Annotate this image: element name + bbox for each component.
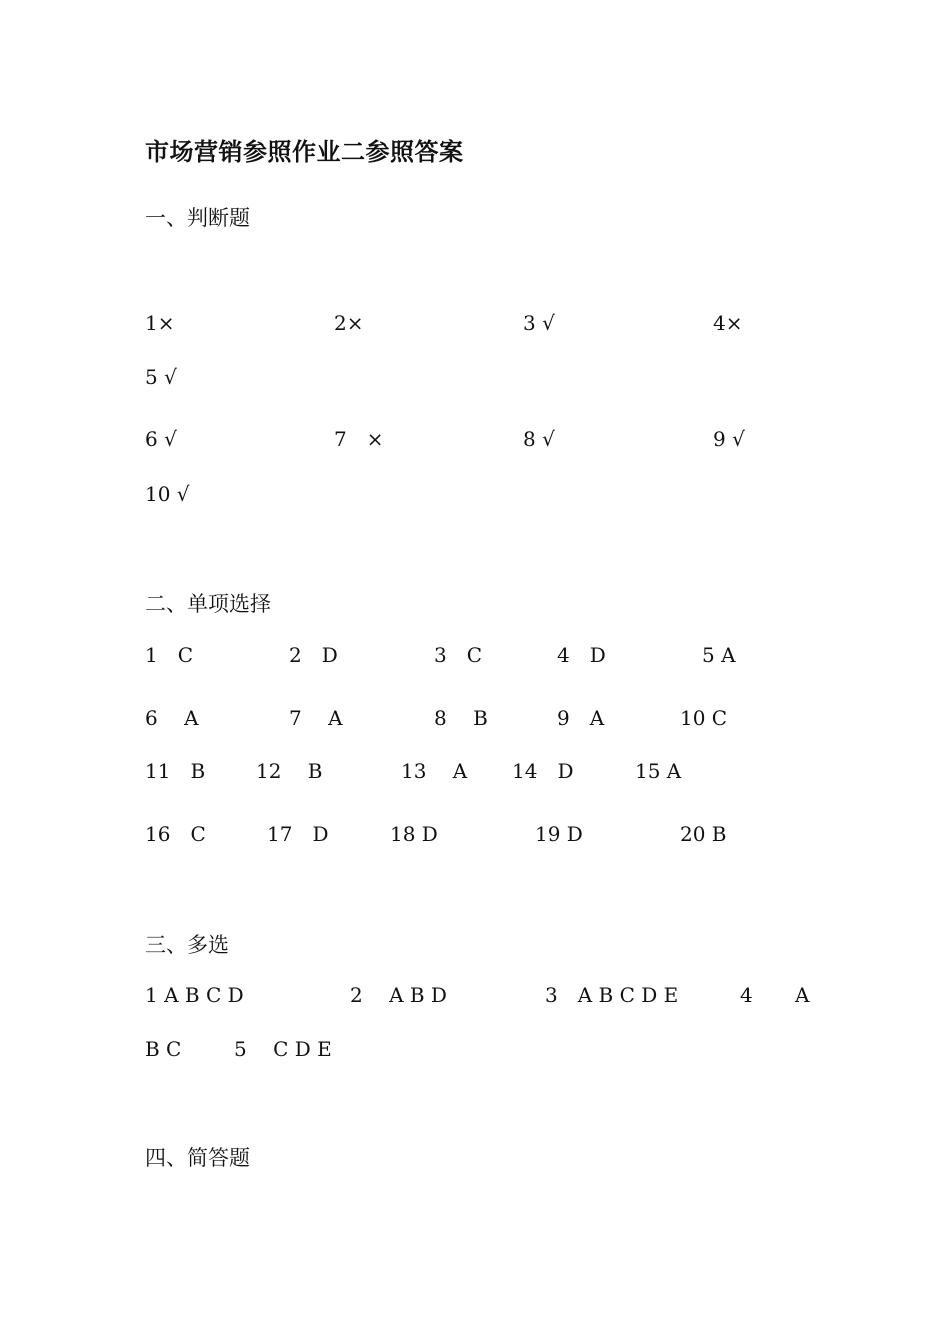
sc-answer-9: 9 A	[557, 706, 605, 730]
sc-answer-1: 1 C	[145, 643, 194, 667]
section-heading-single-choice: 二、单项选择	[145, 592, 271, 616]
sc-answer-5: 5 A	[702, 643, 736, 667]
mc-answer-2: 2 A B D	[350, 983, 447, 1007]
mc-answer-4-part2: B C	[145, 1037, 182, 1061]
sc-answer-20: 20 B	[680, 822, 727, 846]
tf-answer-7: 7 ×	[334, 427, 384, 451]
sc-answer-14: 14 D	[512, 759, 574, 783]
mc-answer-4-number: 4	[740, 983, 753, 1007]
sc-answer-12: 12 B	[256, 759, 323, 783]
sc-answer-15: 15 A	[635, 759, 682, 783]
tf-answer-1: 1×	[145, 311, 175, 335]
sc-answer-2: 2 D	[289, 643, 338, 667]
sc-answer-7: 7 A	[289, 706, 343, 730]
sc-answer-10: 10 C	[680, 706, 728, 730]
tf-answer-10: 10 √	[145, 482, 190, 506]
sc-answer-11: 11 B	[145, 759, 206, 783]
tf-answer-2: 2×	[334, 311, 364, 335]
sc-answer-8: 8 B	[434, 706, 488, 730]
section-heading-true-false: 一、判断题	[145, 206, 250, 230]
tf-answer-8: 8 √	[523, 427, 555, 451]
sc-answer-4: 4 D	[557, 643, 606, 667]
mc-answer-1: 1 A B C D	[145, 983, 244, 1007]
mc-answer-4-part1: A	[795, 983, 810, 1007]
mc-answer-3: 3 A B C D E	[545, 983, 679, 1007]
section-heading-short-answer: 四、简答题	[145, 1146, 250, 1170]
section-heading-multiple-choice: 三、多选	[145, 933, 229, 957]
tf-answer-6: 6 √	[145, 427, 177, 451]
sc-answer-6: 6 A	[145, 706, 199, 730]
tf-answer-4: 4×	[713, 311, 743, 335]
sc-answer-13: 13 A	[401, 759, 468, 783]
sc-answer-16: 16 C	[145, 822, 206, 846]
mc-answer-5: 5 C D E	[234, 1037, 332, 1061]
sc-answer-3: 3 C	[434, 643, 483, 667]
tf-answer-5: 5 √	[145, 365, 177, 389]
sc-answer-17: 17 D	[267, 822, 329, 846]
page-title: 市场营销参照作业二参照答案	[145, 137, 464, 166]
sc-answer-18: 18 D	[390, 822, 438, 846]
tf-answer-3: 3 √	[523, 311, 555, 335]
sc-answer-19: 19 D	[535, 822, 583, 846]
tf-answer-9: 9 √	[713, 427, 745, 451]
